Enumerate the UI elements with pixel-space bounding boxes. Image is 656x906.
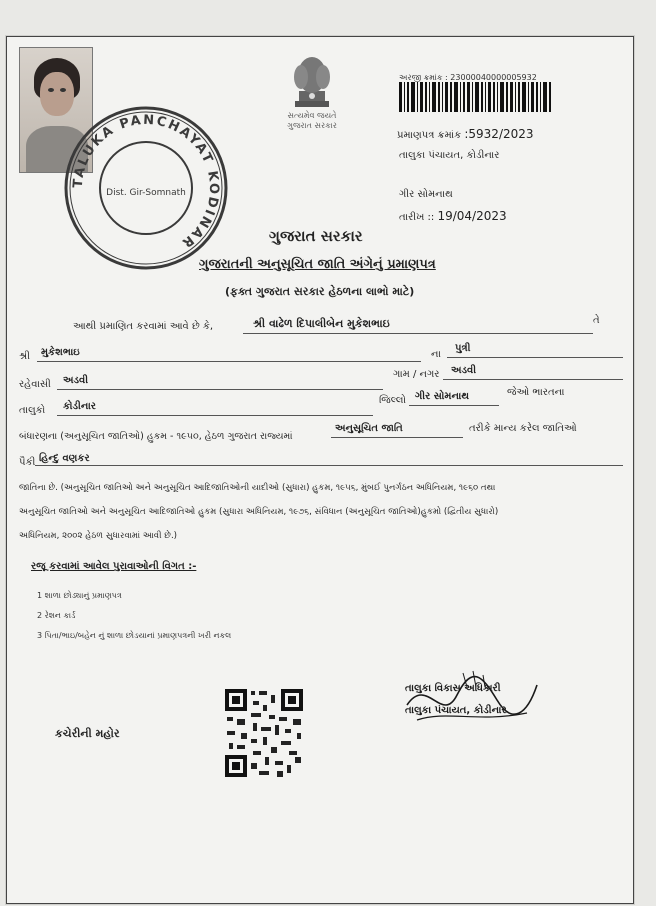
govt-title: ગુજરાત સરકાર [269, 227, 363, 245]
qr-code [223, 687, 305, 779]
application-number-value: 23000040000005932 [450, 73, 537, 82]
resident-label: રહેવાસી [19, 379, 51, 390]
te-label: તે [593, 315, 600, 326]
order-text: બંધારણના (અનુસૂચિત જાતિઓ) હુકમ - ૧૯૫૦, હેઠળ ગુજરાત રાજ્યમાં [19, 431, 293, 442]
office-seal-label: કચેરીની મહોર [55, 727, 120, 740]
certificate-number [397, 127, 534, 141]
issue-date-label: તારીખ :: [399, 212, 435, 223]
certificate-number-label: પ્રમાણપત્ર ક્રમાંક [397, 130, 462, 141]
document-item-3: 3 પિતા/ભાઇ/બહેન નું શાળા છોડયાનાં પ્રમાણપત્રની ખરી નકલ [37, 631, 232, 640]
emblem-caption-1: સત્યમેવ જયતે [287, 111, 337, 120]
documents-heading: રજૂ કરવામાં આવેલ પુરાવાઓની વિગત :- [31, 561, 197, 572]
barcode [399, 82, 551, 112]
para-line-1: જાતિના છે. (અનુસૂચિત જાતિઓ અને અનુસૂચિત આદિજાતિઓની યાદીઓ (સુધારા) હુકમ, ૧૯૫૬, મુંબઈ પુનર્ગઠન અધિનિયમ, ૧૯૬૦ તથા [19, 483, 496, 493]
paiki-label: પૈકી [19, 457, 36, 468]
application-number-label: અરજી ક્રમાંક : [399, 73, 448, 82]
district-value: ગીર સોમનાથ [415, 391, 470, 402]
emblem-caption-2: ગુજરાત સરકાર [287, 121, 337, 130]
father-name: મુકેશભાઇ [41, 347, 80, 358]
issue-date [399, 209, 507, 223]
village-value: અડવી [451, 365, 477, 376]
certificate-note: (ફક્ત ગુજરાત સરકાર હેઠળના લાભો માટે) [225, 285, 415, 298]
village-label: ગામ / નગર [393, 369, 440, 380]
na-label: ના [431, 349, 441, 360]
issue-date-value: 19/04/2023 [437, 209, 507, 223]
taluka-label: તાલુકો [19, 405, 46, 416]
applicant-name: શ્રી વાઢેળ દિપાલીબેન મુકેશભાઇ [253, 317, 390, 330]
signature [387, 665, 547, 735]
resident-value: અડવી [63, 375, 89, 386]
document-item-2: 2 રેશન કાર્ડ [37, 611, 76, 620]
shri-label: શ્રી [19, 351, 31, 362]
india-label: જેઓ ભારતના [507, 387, 565, 398]
signatory-office: તાલુકા પંચાયત, કોડીનાર [405, 705, 507, 716]
certificate-number-value: :5932/2023 [464, 127, 534, 141]
certify-label: આથી પ્રમાણિત કરવામાં આવે છે કે, [73, 321, 214, 332]
recognized-label: તરીકે માન્ય કરેલ જાતિઓ [469, 423, 577, 434]
taluka-value: કોડીનાર [63, 401, 96, 412]
seal-text: TALUKA PANCHAYAT KODINAR [70, 112, 222, 252]
category-value: અનુસૂચિત જાતિ [335, 423, 403, 434]
relation-value: પુત્રી [455, 343, 471, 354]
certificate-title: ગુજરાતની અનુસૂચિત જાતિ અંગેનું પ્રમાણપત્ર [199, 257, 436, 272]
certificate-page [6, 36, 634, 904]
district-label: જિલ્લો [379, 395, 406, 406]
office-seal [61, 103, 231, 273]
seal-subtext: Dist. Gir-Somnath [106, 188, 186, 198]
para-line-2: અનુસૂચિત જાતિઓ અને અનુસૂચિત આદિજાતિઓ હુકમ (સુધારા અધિનિયમ, ૧૯૭૬, સંવિધાન (અનુસૂચિત જાતિઓ)હુકમો (દ્વિતીય સુધારો) [19, 507, 499, 517]
caste-value: હિન્દુ વણકર [39, 453, 90, 464]
office-line-2: ગીર સોમનાથ [399, 189, 453, 200]
para-line-3: અધિનિયમ, ૨૦૦૨ હેઠળ સુધારવામાં આવી છે.) [19, 531, 178, 541]
signatory-title: તાલુકા વિકાસ અધિકારી [405, 683, 501, 694]
office-line-1: તાલુકા પંચાયત, કોડીનાર [399, 150, 500, 161]
document-item-1: 1 શાળા છોડ્યાનું પ્રમાણપત્ર [37, 591, 122, 600]
